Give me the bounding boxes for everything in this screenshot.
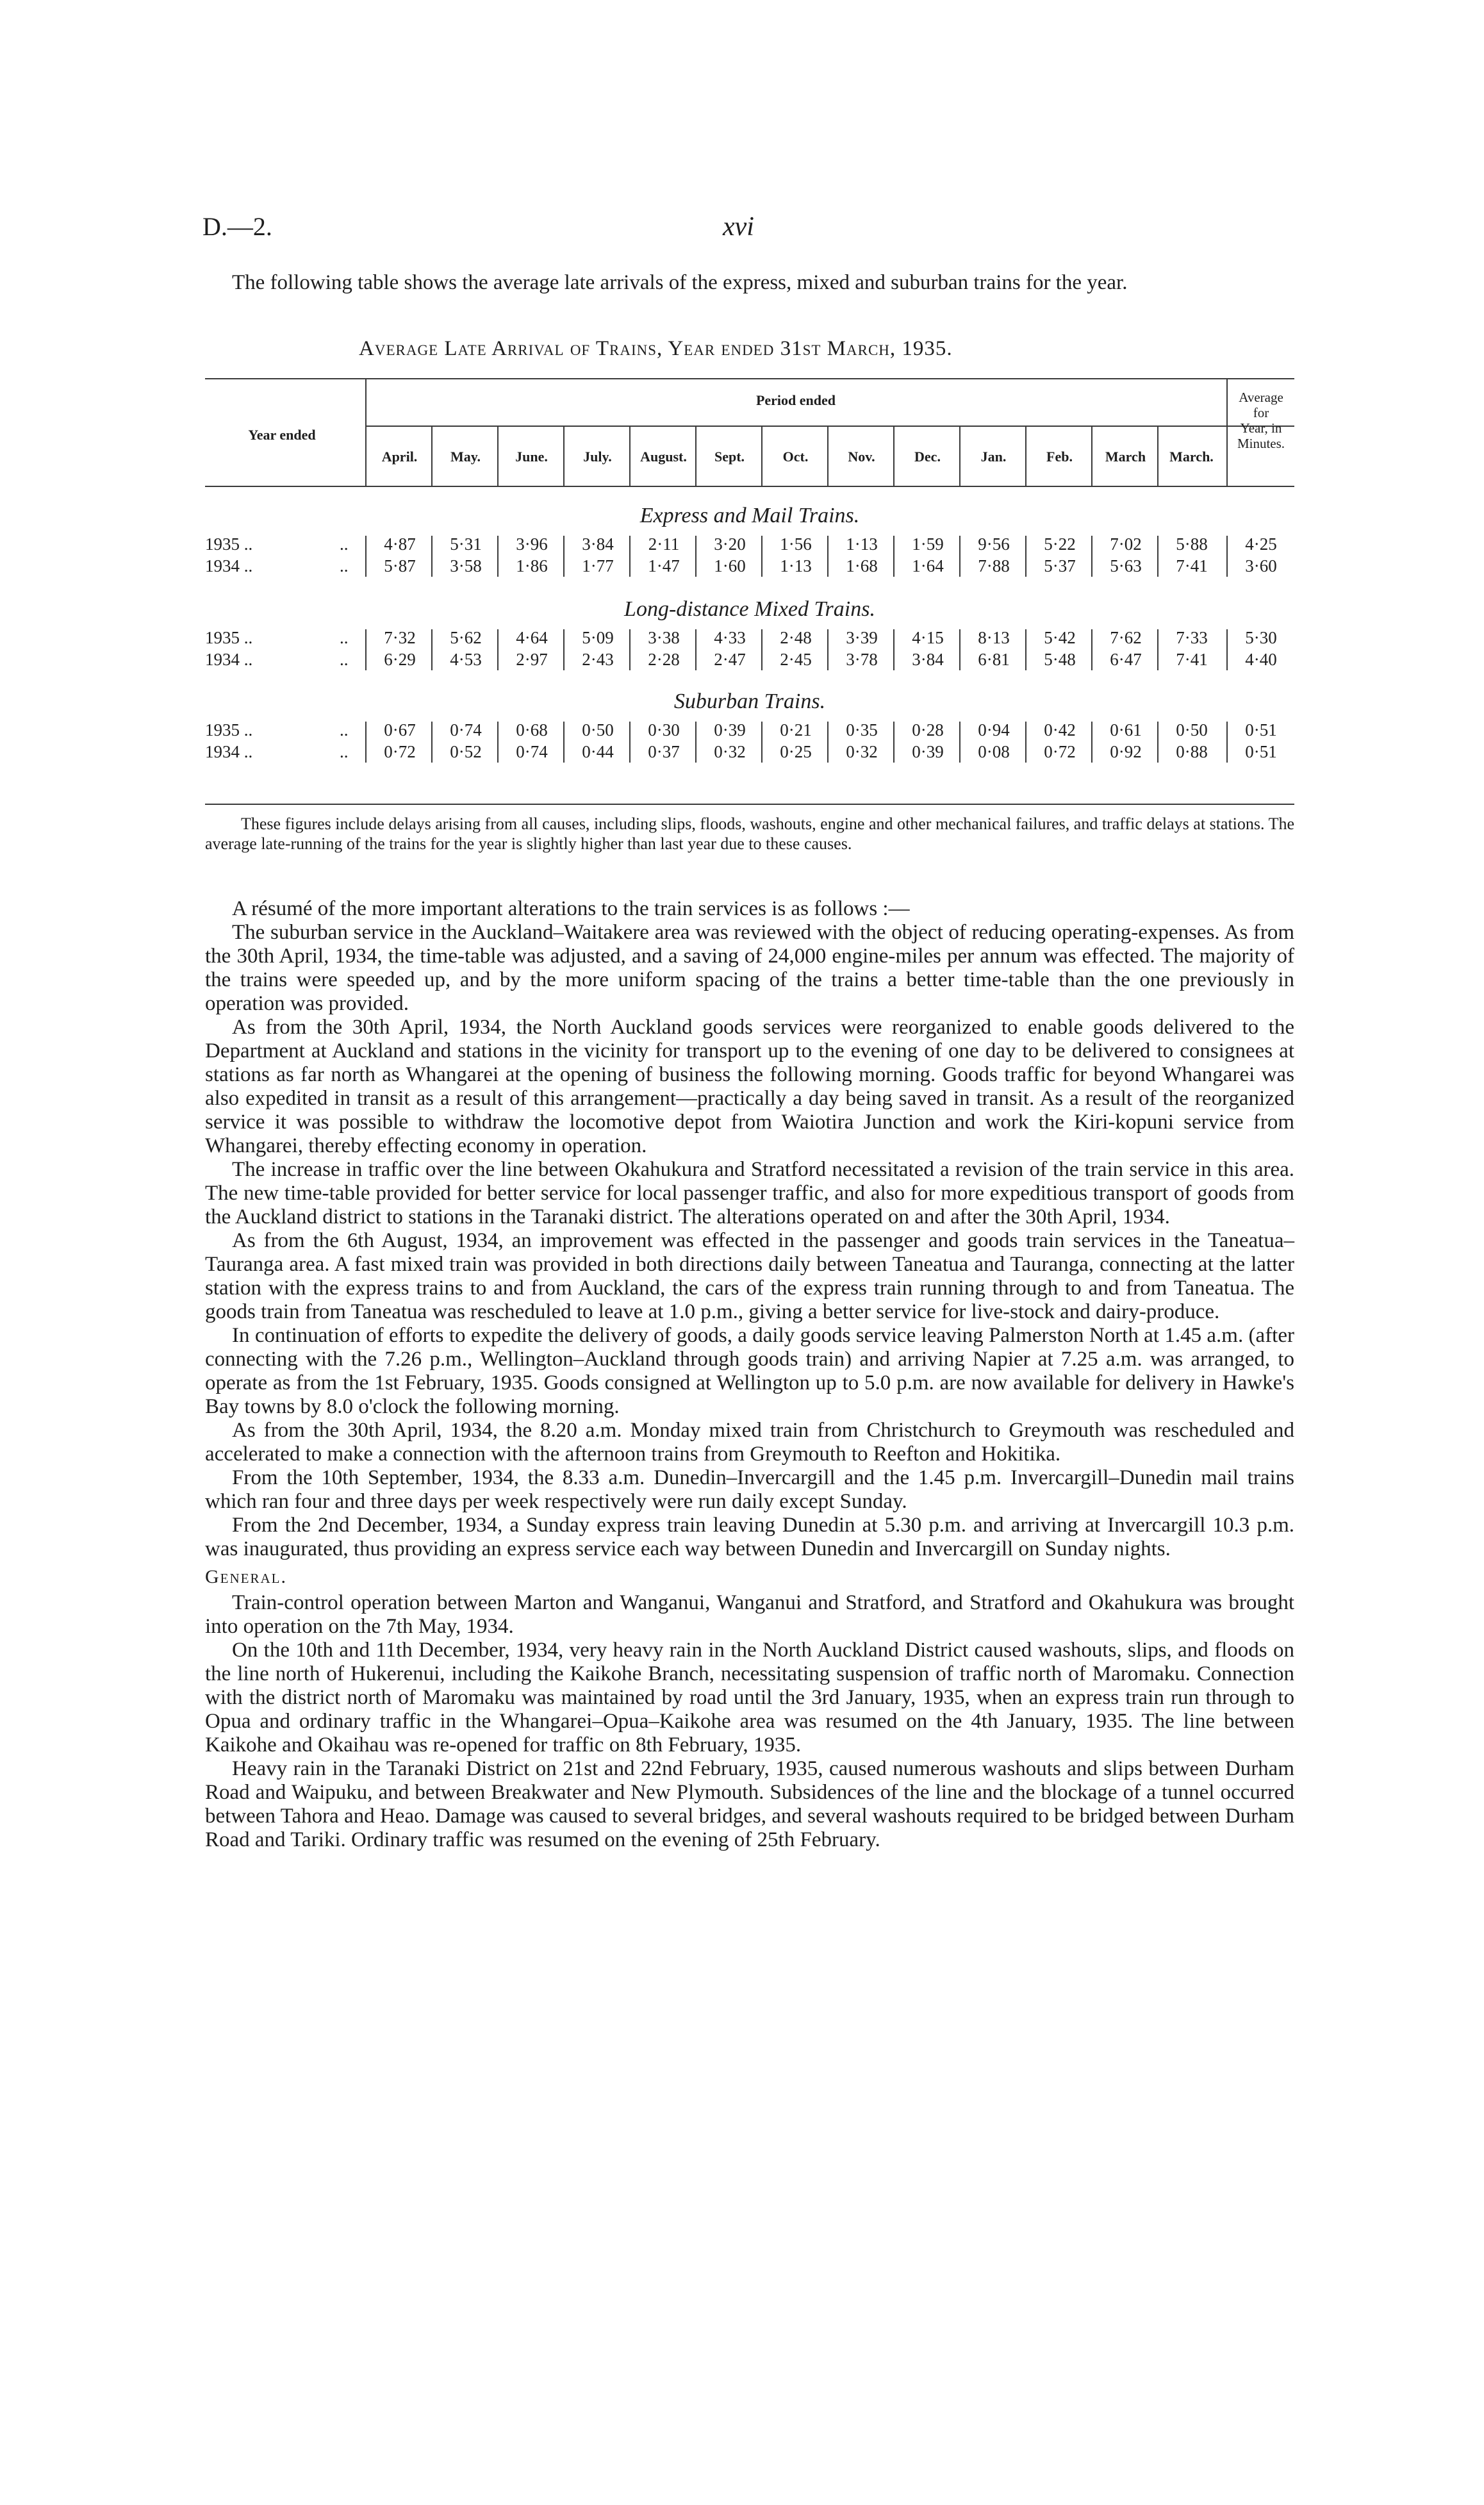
month-header: April. bbox=[381, 449, 418, 465]
table-cell: 0·25 bbox=[780, 742, 812, 761]
table-cell: 1·13 bbox=[780, 556, 812, 575]
data-column-divider bbox=[827, 629, 829, 670]
data-column-divider bbox=[431, 629, 433, 670]
month-header: August. bbox=[640, 449, 687, 465]
table-cell: 1·68 bbox=[846, 556, 878, 575]
table-cell: 7·33 bbox=[1176, 628, 1208, 647]
table-bottom-rule bbox=[205, 804, 1294, 805]
table-cell: 1·77 bbox=[582, 556, 614, 575]
table-cell: 6·29 bbox=[384, 650, 416, 669]
table-cell: 0·52 bbox=[450, 742, 482, 761]
data-column-divider bbox=[431, 536, 433, 577]
table-cell: 4·53 bbox=[450, 650, 482, 669]
average-header-line: Year, in bbox=[1240, 420, 1282, 436]
paragraph: In continuation of efforts to expedite the delivery of goods, a daily goods service leaving Palmerston North at 1.45 a.m. (after connecting with the 7.26 p.m., Wellington–Auckland through goods train) and arriving Napier at 7.25 a.m. was arranged, to operate as from the 1st February, 1935. Goods consigned at Wellington up to 5.0 p.m. are now available for delivery in Hawke's Bay towns by 8.0 o'clock the following morning. bbox=[205, 1324, 1294, 1418]
table-cell: 3·38 bbox=[648, 628, 680, 647]
period-ended-header: Period ended bbox=[755, 392, 836, 408]
month-header: July. bbox=[583, 449, 612, 465]
data-column-divider bbox=[1226, 722, 1228, 763]
month-header: Feb. bbox=[1046, 449, 1073, 465]
month-divider bbox=[893, 427, 895, 486]
table-cell: 6·81 bbox=[978, 650, 1010, 669]
month-divider bbox=[563, 427, 565, 486]
average-cell: 5·30 bbox=[1245, 628, 1277, 647]
data-column-divider bbox=[761, 629, 763, 670]
table-cell: 0·72 bbox=[384, 742, 416, 761]
table-cell: 5·22 bbox=[1044, 534, 1076, 554]
table-cell: 0·74 bbox=[450, 720, 482, 740]
row-year: 1934 .. bbox=[205, 650, 253, 669]
data-column-divider bbox=[1025, 629, 1026, 670]
data-column-divider bbox=[761, 722, 763, 763]
table-cell: 5·42 bbox=[1044, 628, 1076, 647]
paragraph: The increase in traffic over the line between Okahukura and Stratford necessitated a revision of the train service in this area. The new time-table provided for better service for local passenger traffic, and also for more expeditious transport of goods from the Auckland district to stations in the Taranaki district. The alterations operated on and after the 30th April, 1934. bbox=[205, 1158, 1294, 1228]
section-title: Suburban Trains. bbox=[673, 690, 826, 713]
month-divider bbox=[761, 427, 763, 486]
month-divider bbox=[629, 427, 631, 486]
table-cell: 0·30 bbox=[648, 720, 680, 740]
table-cell: 7·88 bbox=[978, 556, 1010, 575]
data-column-divider bbox=[365, 536, 367, 577]
table-cell: 4·87 bbox=[384, 534, 416, 554]
year-ended-header: Year ended bbox=[248, 427, 316, 443]
month-header: Sept. bbox=[714, 449, 745, 465]
table-cell: 1·64 bbox=[912, 556, 944, 575]
month-divider bbox=[1157, 427, 1158, 486]
table-cell: 2·28 bbox=[648, 650, 680, 669]
average-cell: 4·40 bbox=[1245, 650, 1277, 669]
month-divider bbox=[431, 427, 433, 486]
table-cell: 3·78 bbox=[846, 650, 878, 669]
table-cell: 4·15 bbox=[912, 628, 944, 647]
average-header-line: Minutes. bbox=[1237, 436, 1285, 451]
period-left-rule bbox=[365, 378, 367, 486]
data-column-divider bbox=[959, 536, 960, 577]
month-header: May. bbox=[450, 449, 481, 465]
data-column-divider bbox=[1025, 722, 1026, 763]
data-column-divider bbox=[959, 629, 960, 670]
table-cell: 0·67 bbox=[384, 720, 416, 740]
table-cell: 6·47 bbox=[1110, 650, 1142, 669]
data-column-divider bbox=[1157, 722, 1158, 763]
table-cell: 0·50 bbox=[1176, 720, 1208, 740]
table-cell: 0·08 bbox=[978, 742, 1010, 761]
table-cell: 0·61 bbox=[1110, 720, 1142, 740]
month-divider bbox=[1025, 427, 1026, 486]
table-cell: 8·13 bbox=[978, 628, 1010, 647]
table-cell: 0·94 bbox=[978, 720, 1010, 740]
data-column-divider bbox=[497, 722, 499, 763]
month-header: March bbox=[1105, 449, 1146, 465]
paragraph: On the 10th and 11th December, 1934, very heavy rain in the North Auckland District caused washouts, slips, and floods on the line north of Hukerenui, including the Kaikohe Branch, necessitating suspension of traffic north of Maromaku. Connection with the district north of Maromaku was maintained by road until the 3rd January, 1935, when an express train run through to Opua and ordinary traffic in the Whangarei–Opua–Kaikohe area was resumed on the 4th January, 1935. The line between Kaikohe and Okaihau was re-opened for traffic on 8th February, 1935. bbox=[205, 1639, 1294, 1757]
table-cell: 0·28 bbox=[912, 720, 944, 740]
data-column-divider bbox=[1226, 629, 1228, 670]
data-column-divider bbox=[893, 722, 895, 763]
data-column-divider bbox=[629, 536, 631, 577]
table-cell: 2·43 bbox=[582, 650, 614, 669]
row-leader-dots: .. bbox=[340, 720, 349, 740]
data-column-divider bbox=[1091, 536, 1092, 577]
data-column-divider bbox=[365, 722, 367, 763]
table-cell: 1·60 bbox=[714, 556, 746, 575]
average-left-rule bbox=[1226, 378, 1228, 486]
row-leader-dots: .. bbox=[340, 742, 349, 761]
table-cell: 1·47 bbox=[648, 556, 680, 575]
table-cell: 4·33 bbox=[714, 628, 746, 647]
table-cell: 0·32 bbox=[846, 742, 878, 761]
average-cell: 0·51 bbox=[1245, 742, 1277, 761]
table-cell: 5·88 bbox=[1176, 534, 1208, 554]
table-cell: 7·02 bbox=[1110, 534, 1142, 554]
table-cell: 0·88 bbox=[1176, 742, 1208, 761]
table-cell: 3·96 bbox=[516, 534, 548, 554]
table-cell: 0·74 bbox=[516, 742, 548, 761]
body-text bbox=[205, 897, 1294, 1852]
data-column-divider bbox=[1091, 722, 1092, 763]
month-divider bbox=[695, 427, 697, 486]
table-cell: 2·48 bbox=[780, 628, 812, 647]
table-cell: 3·84 bbox=[912, 650, 944, 669]
paragraph: As from the 30th April, 1934, the 8.20 a.m. Monday mixed train from Christchurch to Greymouth was rescheduled and accelerated to make a connection with the afternoon trains from Greymouth to Reefton and Hokitika. bbox=[205, 1419, 1294, 1466]
table-cell: 0·92 bbox=[1110, 742, 1142, 761]
data-column-divider bbox=[497, 536, 499, 577]
table-cell: 0·50 bbox=[582, 720, 614, 740]
average-cell: 3·60 bbox=[1245, 556, 1277, 575]
data-column-divider bbox=[365, 629, 367, 670]
data-column-divider bbox=[893, 536, 895, 577]
table-cell: 0·44 bbox=[582, 742, 614, 761]
month-header: Nov. bbox=[848, 449, 875, 465]
data-column-divider bbox=[1157, 536, 1158, 577]
table-cell: 2·97 bbox=[516, 650, 548, 669]
table-cell: 5·31 bbox=[450, 534, 482, 554]
table-cell: 0·68 bbox=[516, 720, 548, 740]
table-cell: 1·56 bbox=[780, 534, 812, 554]
paragraph: The suburban service in the Auckland–Waitakere area was reviewed with the object of reducing operating-expenses. As from the 30th April, 1934, the time-table was adjusted, and a saving of 24,000 engine-miles per annum was effected. The majority of the trains were speeded up, and by the more uniform spacing of the trains a better time-table than the one previously in operation was provided. bbox=[205, 921, 1294, 1015]
paragraph: As from the 6th August, 1934, an improvement was effected in the passenger and goods train services in the Taneatua–Tauranga area. A fast mixed train was provided in both directions daily between Taneatua and Tauranga, connecting at the latter station with the express trains to and from Auckland, the cars of the express train running through to and from Taneatua. The goods train from Taneatua was rescheduled to leave at 1.0 p.m., giving a better service for live-stock and dairy-produce. bbox=[205, 1229, 1294, 1323]
data-column-divider bbox=[695, 722, 697, 763]
table-cell: 1·59 bbox=[912, 534, 944, 554]
table-cell: 5·62 bbox=[450, 628, 482, 647]
data-column-divider bbox=[629, 722, 631, 763]
month-divider bbox=[959, 427, 960, 486]
paragraph: As from the 30th April, 1934, the North Auckland goods services were reorganized to enable goods delivered to the Department at Auckland and stations in the vicinity for transport up to the evening of one day to be delivered to consignees at stations as far north as Whangarei at the opening of business the following morning. Goods traffic for beyond Whangarei was also expedited in transit as a result of this arrangement—practically a day being saved in transit. As a result of the reorganized service it was possible to withdraw the locomotive depot from Waiotira Junction and work the Kiri-kopuni service from Whangarei, thereby effecting economy in operation. bbox=[205, 1016, 1294, 1157]
page-number: xvi bbox=[723, 212, 754, 242]
table-cell: 2·11 bbox=[648, 534, 680, 554]
average-header-line: for bbox=[1253, 405, 1269, 420]
data-column-divider bbox=[1157, 629, 1158, 670]
data-column-divider bbox=[629, 629, 631, 670]
intro-paragraph: The following table shows the average late arrivals of the express, mixed and suburban trains for the year. bbox=[232, 271, 1128, 294]
data-column-divider bbox=[431, 722, 433, 763]
table-cell: 5·09 bbox=[582, 628, 614, 647]
data-column-divider bbox=[893, 629, 895, 670]
table-cell: 5·48 bbox=[1044, 650, 1076, 669]
average-header bbox=[1228, 390, 1294, 451]
table-cell: 0·39 bbox=[714, 720, 746, 740]
table-cell: 0·72 bbox=[1044, 742, 1076, 761]
data-column-divider bbox=[1025, 536, 1026, 577]
month-divider bbox=[497, 427, 499, 486]
table-cell: 3·58 bbox=[450, 556, 482, 575]
data-column-divider bbox=[1226, 536, 1228, 577]
table-cell: 3·39 bbox=[846, 628, 878, 647]
paragraph: Train-control operation between Marton and Wanganui, Wanganui and Stratford, and Stratford and Okahukura was brought into operation on the 7th May, 1934. bbox=[205, 1591, 1294, 1638]
data-column-divider bbox=[1091, 629, 1092, 670]
table-footnote: These figures include delays arising from all causes, including slips, floods, washouts, engine and other mechanical failures, and traffic delays at stations. The average late-running of the trains for the year is slightly higher than last year due to these causes. bbox=[205, 814, 1294, 853]
section-title: Express and Mail Trains. bbox=[639, 504, 860, 527]
table-title: Average Late Arrival of Trains, Year ended 31st March, 1935. bbox=[359, 337, 953, 360]
table-cell: 2·47 bbox=[714, 650, 746, 669]
table-cell: 7·62 bbox=[1110, 628, 1142, 647]
table-cell: 0·21 bbox=[780, 720, 812, 740]
data-column-divider bbox=[563, 722, 565, 763]
row-year: 1935 .. bbox=[205, 628, 253, 647]
row-year: 1935 .. bbox=[205, 534, 253, 554]
data-column-divider bbox=[497, 629, 499, 670]
month-divider bbox=[1091, 427, 1092, 486]
paragraph: From the 10th September, 1934, the 8.33 a.m. Dunedin–Invercargill and the 1.45 p.m. Invercargill–Dunedin mail trains which ran four and three days per week respectively were run daily except Sunday. bbox=[205, 1466, 1294, 1513]
report-code: D.—2. bbox=[202, 212, 272, 241]
table-cell: 5·37 bbox=[1044, 556, 1076, 575]
table-cell: 0·39 bbox=[912, 742, 944, 761]
table-cell: 3·20 bbox=[714, 534, 746, 554]
table-cell: 9·56 bbox=[978, 534, 1010, 554]
data-column-divider bbox=[563, 629, 565, 670]
row-leader-dots: .. bbox=[340, 628, 349, 647]
data-column-divider bbox=[827, 722, 829, 763]
month-header: Oct. bbox=[782, 449, 809, 465]
table-cell: 1·86 bbox=[516, 556, 548, 575]
header-bottom-rule bbox=[205, 486, 1294, 487]
data-column-divider bbox=[959, 722, 960, 763]
data-column-divider bbox=[827, 536, 829, 577]
month-header: Jan. bbox=[980, 449, 1007, 465]
table-cell: 0·37 bbox=[648, 742, 680, 761]
table-cell: 2·45 bbox=[780, 650, 812, 669]
paragraph: Heavy rain in the Taranaki District on 21st and 22nd February, 1935, caused numerous washouts and slips between Durham Road and Waipuku, and between Breakwater and New Plymouth. Subsidences of the line and the blockage of a tunnel occurred between Tahora and Heao. Damage was caused to several bridges, and several washouts required to be bridged between Durham Road and Tariki. Ordinary traffic was resumed on the evening of 25th February. bbox=[205, 1757, 1294, 1851]
period-rule bbox=[367, 426, 1294, 427]
row-year: 1934 .. bbox=[205, 556, 253, 575]
table-cell: 3·84 bbox=[582, 534, 614, 554]
average-cell: 4·25 bbox=[1245, 534, 1277, 554]
data-column-divider bbox=[761, 536, 763, 577]
month-divider bbox=[827, 427, 829, 486]
row-leader-dots: .. bbox=[340, 556, 349, 575]
average-cell: 0·51 bbox=[1245, 720, 1277, 740]
table-cell: 4·64 bbox=[516, 628, 548, 647]
data-column-divider bbox=[563, 536, 565, 577]
month-header: March. bbox=[1169, 449, 1214, 465]
table-cell: 0·32 bbox=[714, 742, 746, 761]
row-leader-dots: .. bbox=[340, 534, 349, 554]
row-year: 1934 .. bbox=[205, 742, 253, 761]
section-heading-general: General. bbox=[205, 1566, 287, 1587]
table-cell: 0·42 bbox=[1044, 720, 1076, 740]
row-year: 1935 .. bbox=[205, 720, 253, 740]
paragraph: From the 2nd December, 1934, a Sunday express train leaving Dunedin at 5.30 p.m. and arriving at Invercargill 10.3 p.m. was inaugurated, thus providing an express service each way between Dunedin and Invercargill on Sunday nights. bbox=[205, 1514, 1294, 1560]
table-top-rule bbox=[205, 378, 1294, 379]
row-leader-dots: .. bbox=[340, 650, 349, 669]
table-cell: 1·13 bbox=[846, 534, 878, 554]
month-header: June. bbox=[515, 449, 548, 465]
table-cell: 7·32 bbox=[384, 628, 416, 647]
table-cell: 7·41 bbox=[1176, 556, 1208, 575]
section-title: Long-distance Mixed Trains. bbox=[624, 597, 875, 621]
data-column-divider bbox=[695, 536, 697, 577]
table-cell: 5·63 bbox=[1110, 556, 1142, 575]
table-cell: 0·35 bbox=[846, 720, 878, 740]
month-header: Dec. bbox=[914, 449, 941, 465]
paragraph: A résumé of the more important alterations to the train services is as follows :— bbox=[232, 897, 910, 920]
data-column-divider bbox=[695, 629, 697, 670]
average-header-line: Average bbox=[1239, 390, 1283, 405]
table-cell: 5·87 bbox=[384, 556, 416, 575]
table-cell: 7·41 bbox=[1176, 650, 1208, 669]
